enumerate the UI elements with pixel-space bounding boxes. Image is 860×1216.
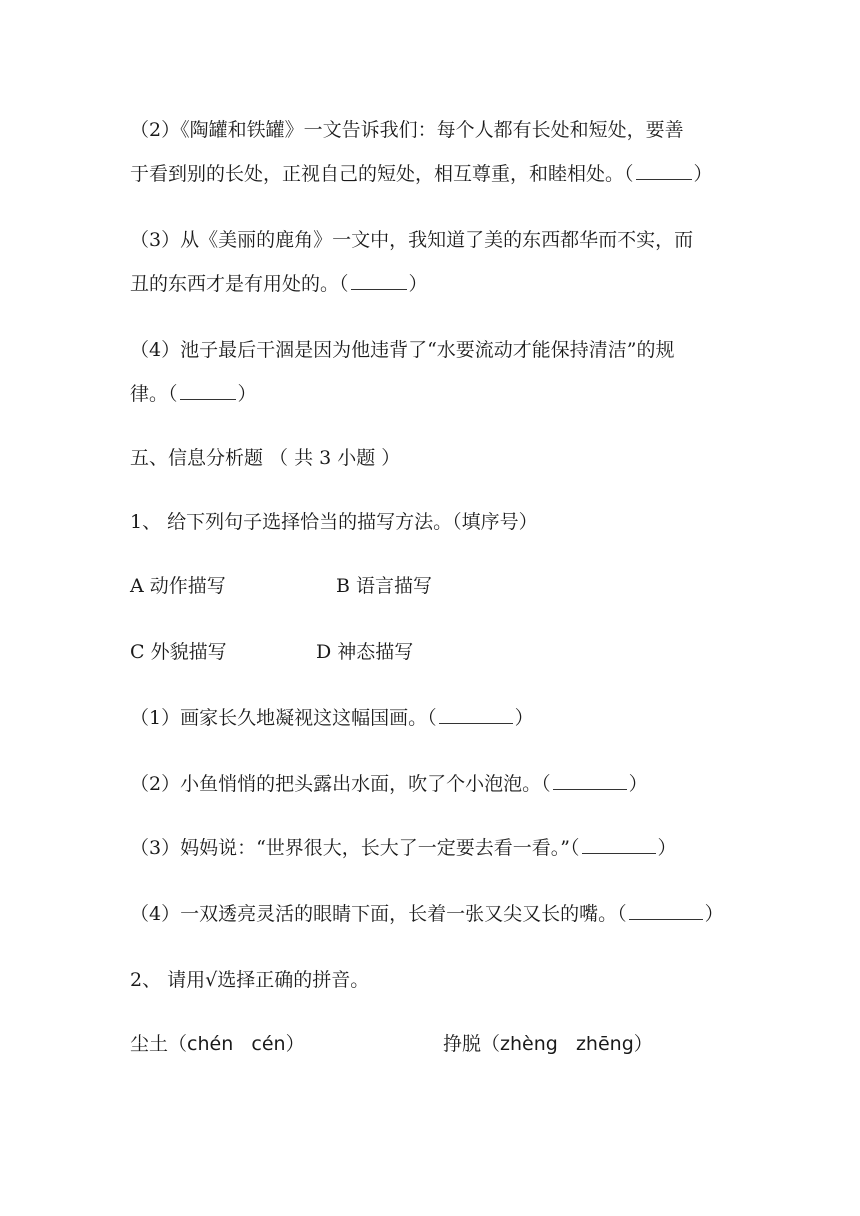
close-paren: ）	[237, 383, 257, 405]
pinyin-pair-1	[130, 1032, 443, 1056]
answer-blank[interactable]	[180, 383, 236, 400]
judgement-q2-line1: （2）《陶罐和铁罐》一文告诉我们：每个人都有长处和短处，要善	[130, 119, 684, 141]
question-1-prompt: 1、 给下列句子选择恰当的描写方法。（填序号）	[130, 511, 538, 533]
judgement-q2-text: 于看到别的长处，正视自己的短处，相互尊重，和睦相处。（	[130, 163, 634, 185]
judgement-q2-line2	[130, 162, 713, 186]
word: 尘土（	[130, 1033, 188, 1055]
option-a: A 动作描写	[130, 575, 226, 597]
judgement-q4-text: 律。（	[130, 383, 178, 405]
item-text: （4）一双透亮灵活的眼睛下面，长着一张又尖又长的嘴。（	[130, 903, 627, 925]
options-row-2	[130, 640, 413, 664]
answer-blank[interactable]	[629, 903, 703, 920]
option-b: B 语言描写	[336, 575, 433, 597]
item-text: （2）小鱼悄悄的把头露出水面，吹了个小泡泡。（	[130, 773, 551, 795]
answer-blank[interactable]	[553, 773, 627, 790]
close-paren: ）	[514, 707, 534, 729]
q1-item-4	[130, 902, 724, 926]
options-row-1	[130, 574, 432, 598]
option-d: D 神态描写	[316, 641, 414, 663]
judgement-q4-line2	[130, 382, 257, 406]
q1-item-2	[130, 772, 648, 796]
item-text: （3）妈妈说：“世界很大，长大了一定要去看一看。”（	[130, 837, 580, 859]
answer-blank[interactable]	[351, 273, 407, 290]
q1-item-3	[130, 836, 677, 860]
question-2-prompt: 2、 请用√选择正确的拼音。	[130, 969, 370, 991]
option-c: C 外貌描写	[130, 641, 227, 663]
pinyin-pair-2	[443, 1032, 653, 1056]
pinyin-option-b[interactable]: cén	[251, 1033, 286, 1055]
judgement-q3-text: 丑的东西才是有用处的。（	[130, 273, 349, 295]
pinyin-option-a[interactable]: chén	[187, 1033, 234, 1055]
answer-blank[interactable]	[582, 837, 656, 854]
word: 挣脱（	[443, 1033, 501, 1055]
item-text: （1）画家长久地凝视这这幅国画。（	[130, 707, 437, 729]
close-paren: ）	[633, 1033, 653, 1055]
close-paren: ）	[657, 837, 677, 859]
pinyin-option-b[interactable]: zhēng	[575, 1033, 634, 1055]
close-paren: ）	[704, 903, 724, 925]
close-paren: ）	[285, 1033, 305, 1055]
close-paren: ）	[693, 163, 713, 185]
pinyin-option-a[interactable]: zhèng	[500, 1033, 558, 1055]
judgement-q4-line1: （4）池子最后干涸是因为他违背了“水要流动才能保持清洁”的规	[130, 339, 675, 361]
close-paren: ）	[628, 773, 648, 795]
q1-item-1	[130, 706, 534, 730]
answer-blank[interactable]	[439, 707, 513, 724]
close-paren: ）	[408, 273, 428, 295]
section-title: 五、信息分析题 （ 共 3 小题 ）	[130, 447, 401, 469]
judgement-q3-line1: （3）从《美丽的鹿角》一文中，我知道了美的东西都华而不实，而	[130, 229, 694, 251]
judgement-q3-line2	[130, 272, 428, 296]
answer-blank[interactable]	[636, 163, 692, 180]
pinyin-row	[130, 1032, 653, 1056]
